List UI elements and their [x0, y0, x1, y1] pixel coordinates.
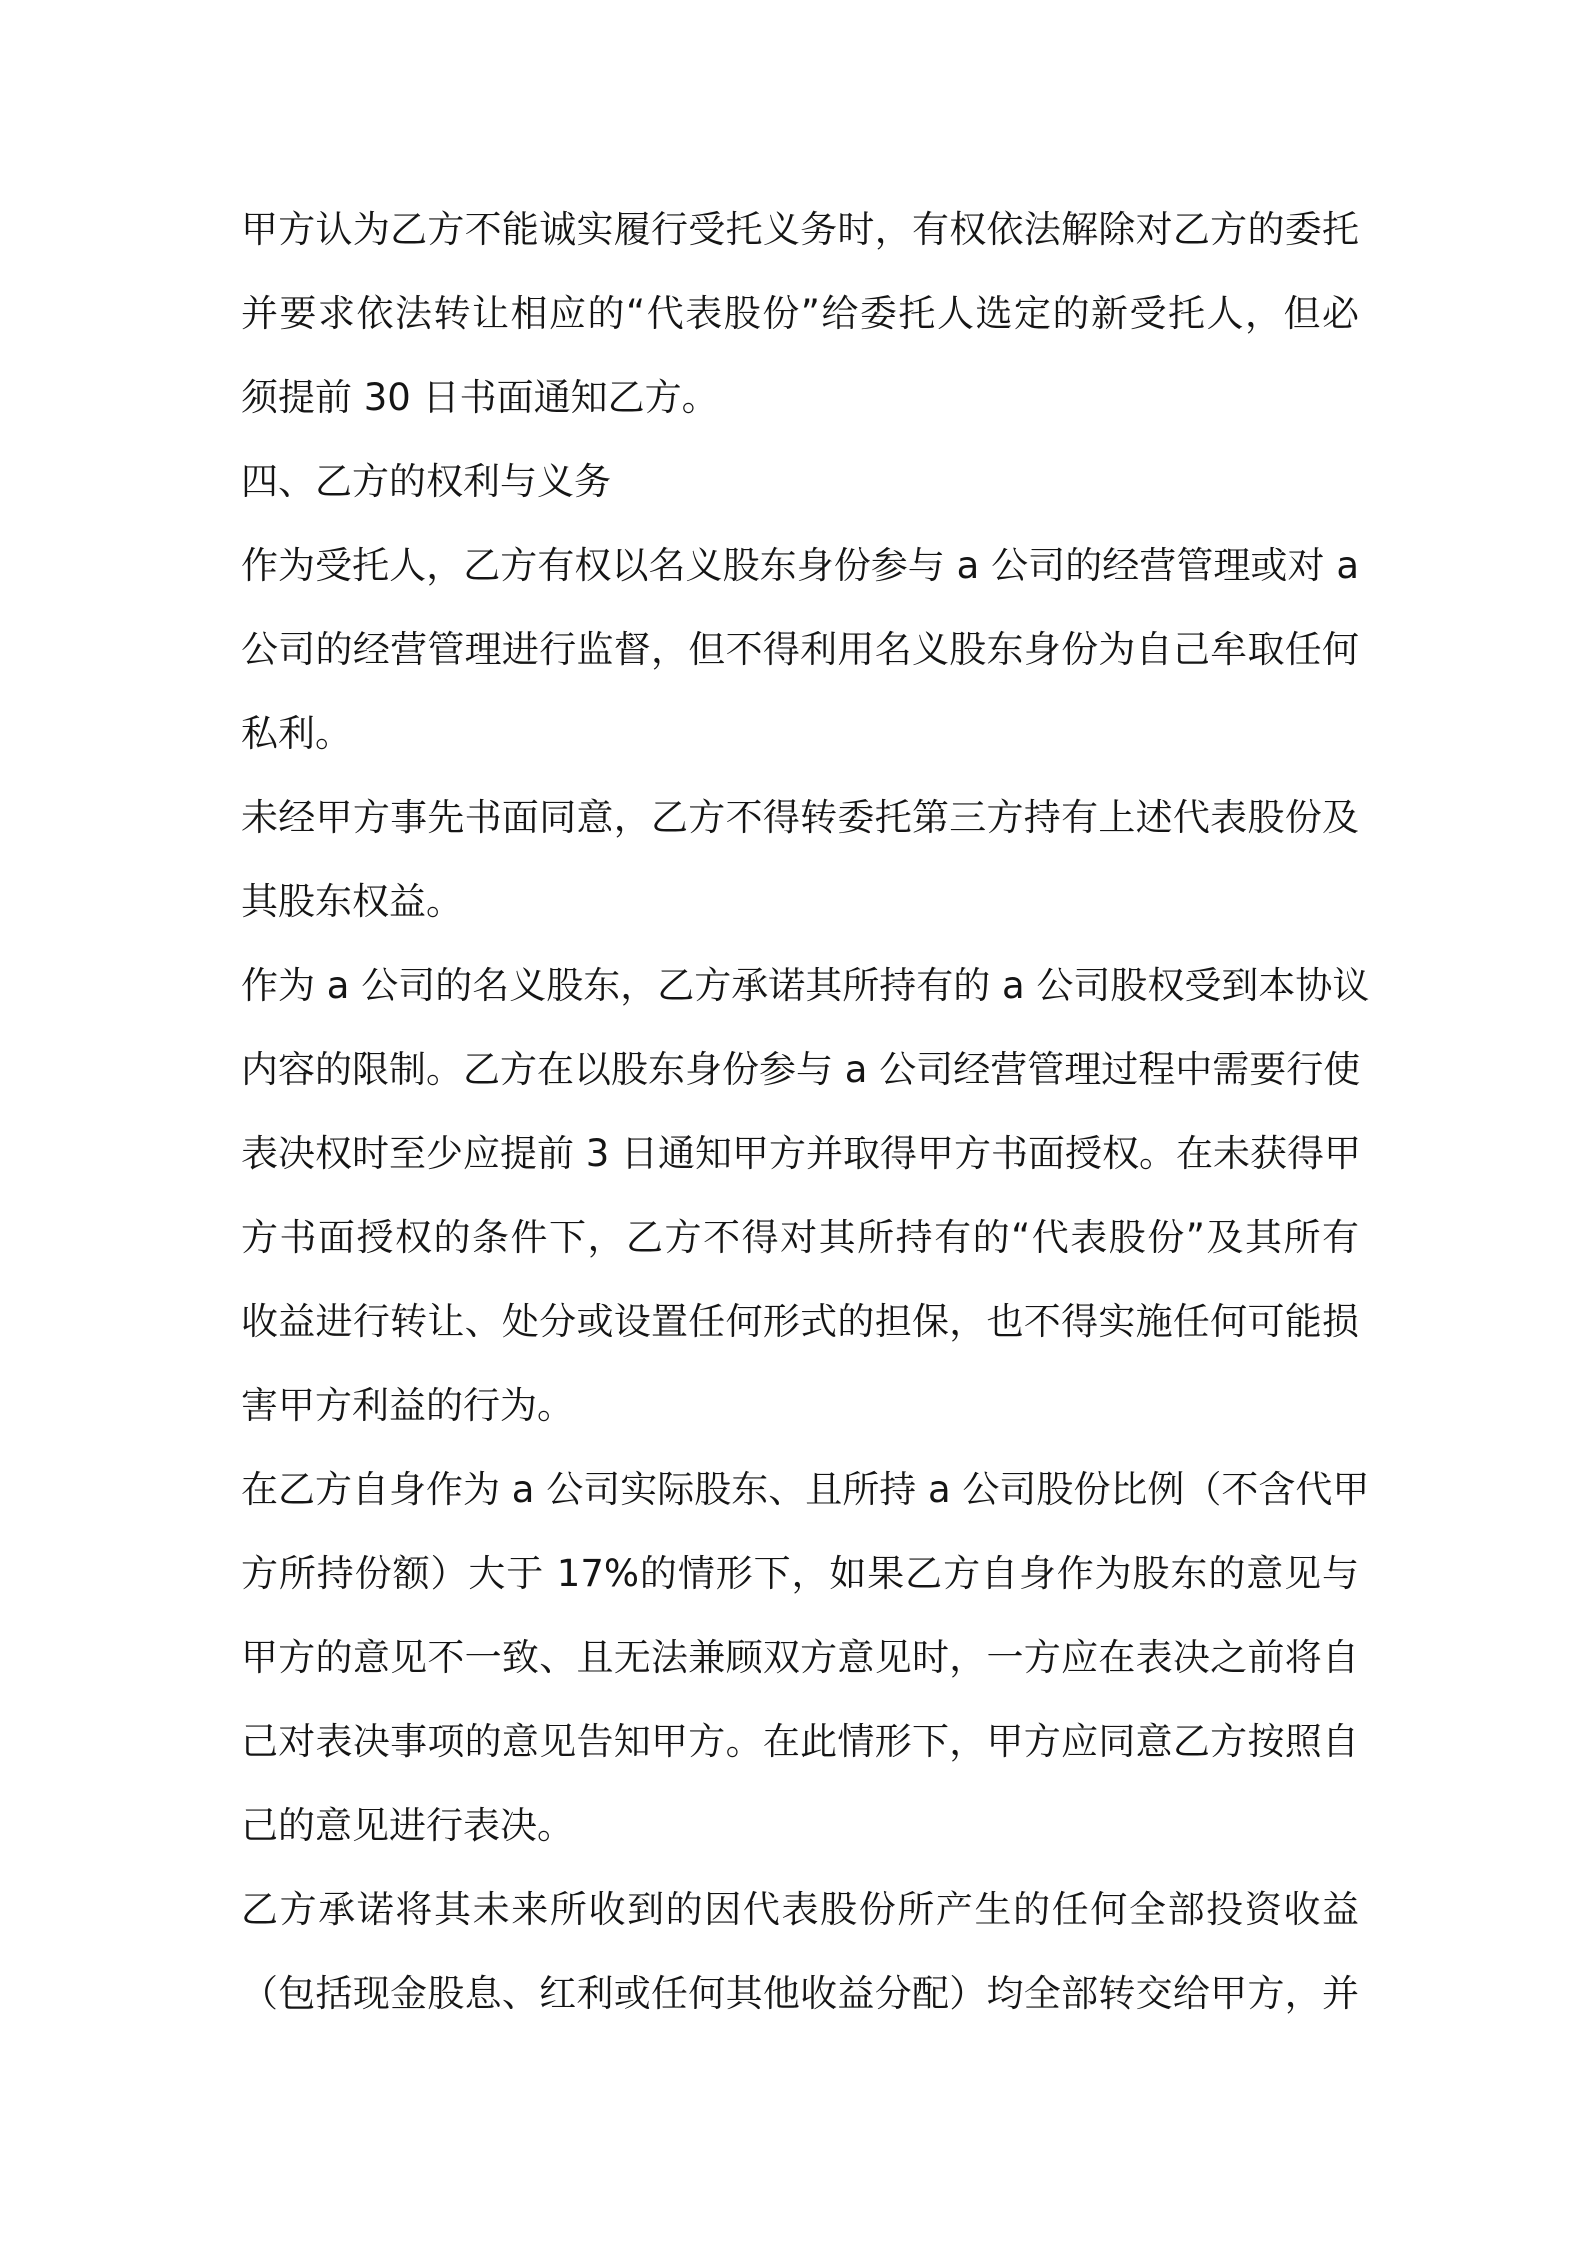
text-line: 在乙方自身作为 a 公司实际股东、且所持 a 公司股份比例（不含代甲 [241, 1468, 1370, 1511]
text-line: 作为受托人，乙方有权以名义股东身份参与 a 公司的经营管理或对 a [241, 544, 1359, 587]
text-line: 公司的经营管理进行监督，但不得利用名义股东身份为自己牟取任何 [241, 628, 1359, 671]
text-line: 并要求依法转让相应的“代表股份”给委托人选定的新受托人，但必 [241, 292, 1359, 335]
text-line: 害甲方利益的行为。 [241, 1384, 574, 1427]
text-line: 方所持份额）大于 17%的情形下，如果乙方自身作为股东的意见与 [241, 1552, 1359, 1595]
section-heading: 四、乙方的权利与义务 [241, 460, 611, 503]
text-line: 私利。 [241, 712, 352, 755]
text-line: 收益进行转让、处分或设置任何形式的担保，也不得实施任何可能损 [241, 1300, 1359, 1343]
text-line: 甲方认为乙方不能诚实履行受托义务时，有权依法解除对乙方的委托 [241, 208, 1359, 251]
document-body [241, 188, 1370, 2036]
text-line: 乙方承诺将其未来所收到的因代表股份所产生的任何全部投资收益 [241, 1888, 1359, 1931]
text-line: 表决权时至少应提前 3 日通知甲方并取得甲方书面授权。在未获得甲 [241, 1132, 1362, 1175]
text-line: 甲方的意见不一致、且无法兼顾双方意见时，一方应在表决之前将自 [241, 1636, 1359, 1679]
text-line: 己的意见进行表决。 [241, 1804, 574, 1847]
text-line: 内容的限制。乙方在以股东身份参与 a 公司经营管理过程中需要行使 [241, 1048, 1361, 1091]
text-line: 其股东权益。 [241, 880, 463, 923]
text-line: 须提前 30 日书面通知乙方。 [241, 376, 719, 419]
text-line: （包括现金股息、红利或任何其他收益分配）均全部转交给甲方，并 [241, 1972, 1359, 2015]
text-line: 作为 a 公司的名义股东，乙方承诺其所持有的 a 公司股权受到本协议 [241, 964, 1370, 1007]
text-line: 己对表决事项的意见告知甲方。在此情形下，甲方应同意乙方按照自 [241, 1720, 1359, 1763]
text-line: 方书面授权的条件下，乙方不得对其所持有的“代表股份”及其所有 [241, 1216, 1359, 1259]
text-line: 未经甲方事先书面同意，乙方不得转委托第三方持有上述代表股份及 [241, 796, 1359, 839]
